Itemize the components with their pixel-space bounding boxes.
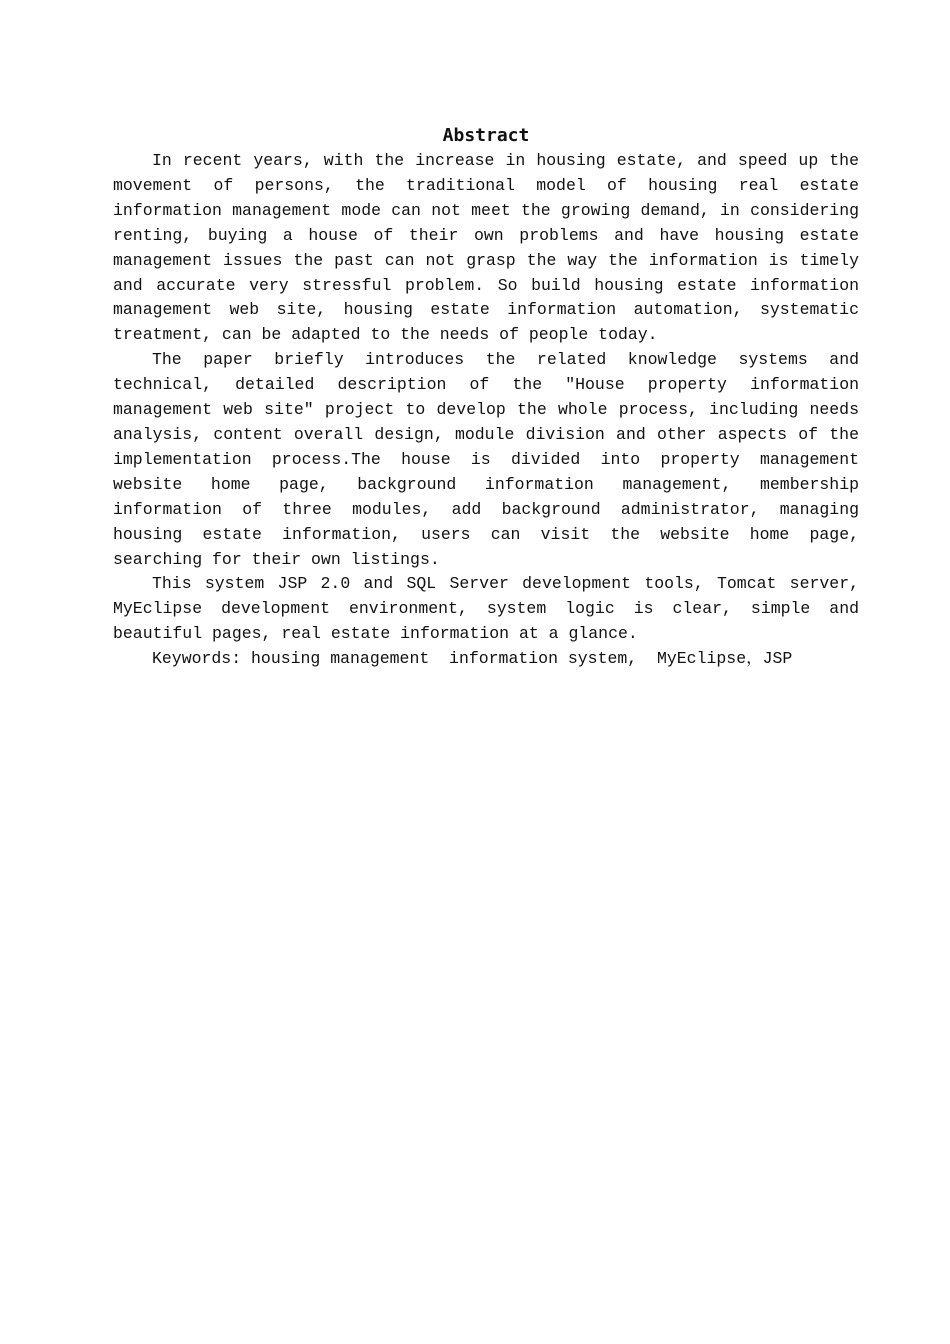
keywords-line: Keywords: housing management information system, MyEclipse，JSP — [152, 649, 793, 669]
abstract-paragraph-1: In recent years, with the increase in housing estate, and speed up the movement of persons, the traditional model of housing real estate information management mode can not meet the growing demand, in considering renting, buying a house of their own problems and have housing estate management issues the past can not grasp the way the information is timely and accurate very stressful problem. So build housing estate information management web site, housing estate information automation, systematic treatment, can be adapted to the needs of people today. — [113, 151, 859, 345]
abstract-section — [113, 123, 859, 672]
abstract-paragraph-2: The paper briefly introduces the related knowledge systems and technical, detailed description of the "House property information management web site" project to develop the whole process, including needs analysis, content overall design, module division and other aspects of the implementation process.The house is divided into property management website home page, background information management, membership information of three modules, add background administrator, managing housing estate information, users can visit the website home page, searching for their own listings. — [113, 350, 859, 569]
abstract-paragraph-3: This system JSP 2.0 and SQL Server development tools, Tomcat server, MyEclipse development environment, system logic is clear, simple and beautiful pages, real estate information at a glance. — [113, 574, 859, 644]
abstract-title: Abstract — [442, 125, 530, 146]
